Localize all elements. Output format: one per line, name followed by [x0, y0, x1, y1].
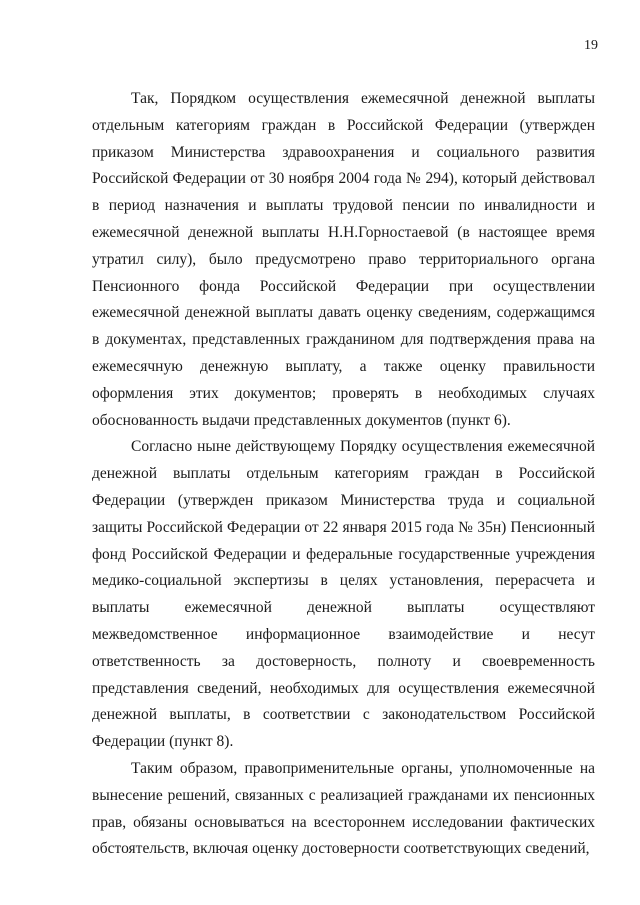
paragraph-3: Таким образом, правоприменительные органы, уполномоченные на вынесение решений, связанных с реализацией гражданами их пенсионных прав, обязаны основываться на всестороннем исследовании фактических обстоятельств, включая оценку достоверности соответствующих сведений, — [92, 759, 595, 858]
page-number: 19 — [584, 38, 598, 53]
paragraph-2: Согласно ныне действующему Порядку осуществления ежемесячной денежной выплаты отдельным категориям граждан в Российской Федерации (утвержден приказом Министерства труда и социальной защиты Российской Федерации от 22 января 2015 года № 35н) Пенсионный фонд Российской Федерации и федеральные государственные учреждения медико-социальной экспертизы в целях установления, перерасчета и выплаты ежемесячной денежной выплаты осуществляют межведомственное информационное взаимодействие и несут ответственность за достоверность, полноту и своевременность представления сведений, необходимых для осуществления ежемесячной денежной выплаты, в соответствии с законодательством Российской Федерации (пункт 8). — [92, 438, 595, 751]
paragraph-1: Так, Порядком осуществления ежемесячной денежной выплаты отдельным категориям граждан в Российской Федерации (утвержден приказом Министерства здравоохранения и социального развития Российской Федерации от 30 ноября 2004 года № 294), который действовал в период назначения и выплаты трудовой пенсии по инвалидности и ежемесячной денежной выплаты Н.Н.Горностаевой (в настоящее время утратил силу), было предусмотрено право территориального органа Пенсионного фонда Российской Федерации при осуществлении ежемесячной денежной выплаты давать оценку сведениям, содержащимся в документах, представленных гражданином для подтверждения права на ежемесячную денежную выплату, а также оценку правильности оформления этих документов; проверять в необходимых случаях обоснованность выдачи представленных документов (пункт 6). — [92, 90, 595, 429]
document-body — [92, 86, 595, 863]
